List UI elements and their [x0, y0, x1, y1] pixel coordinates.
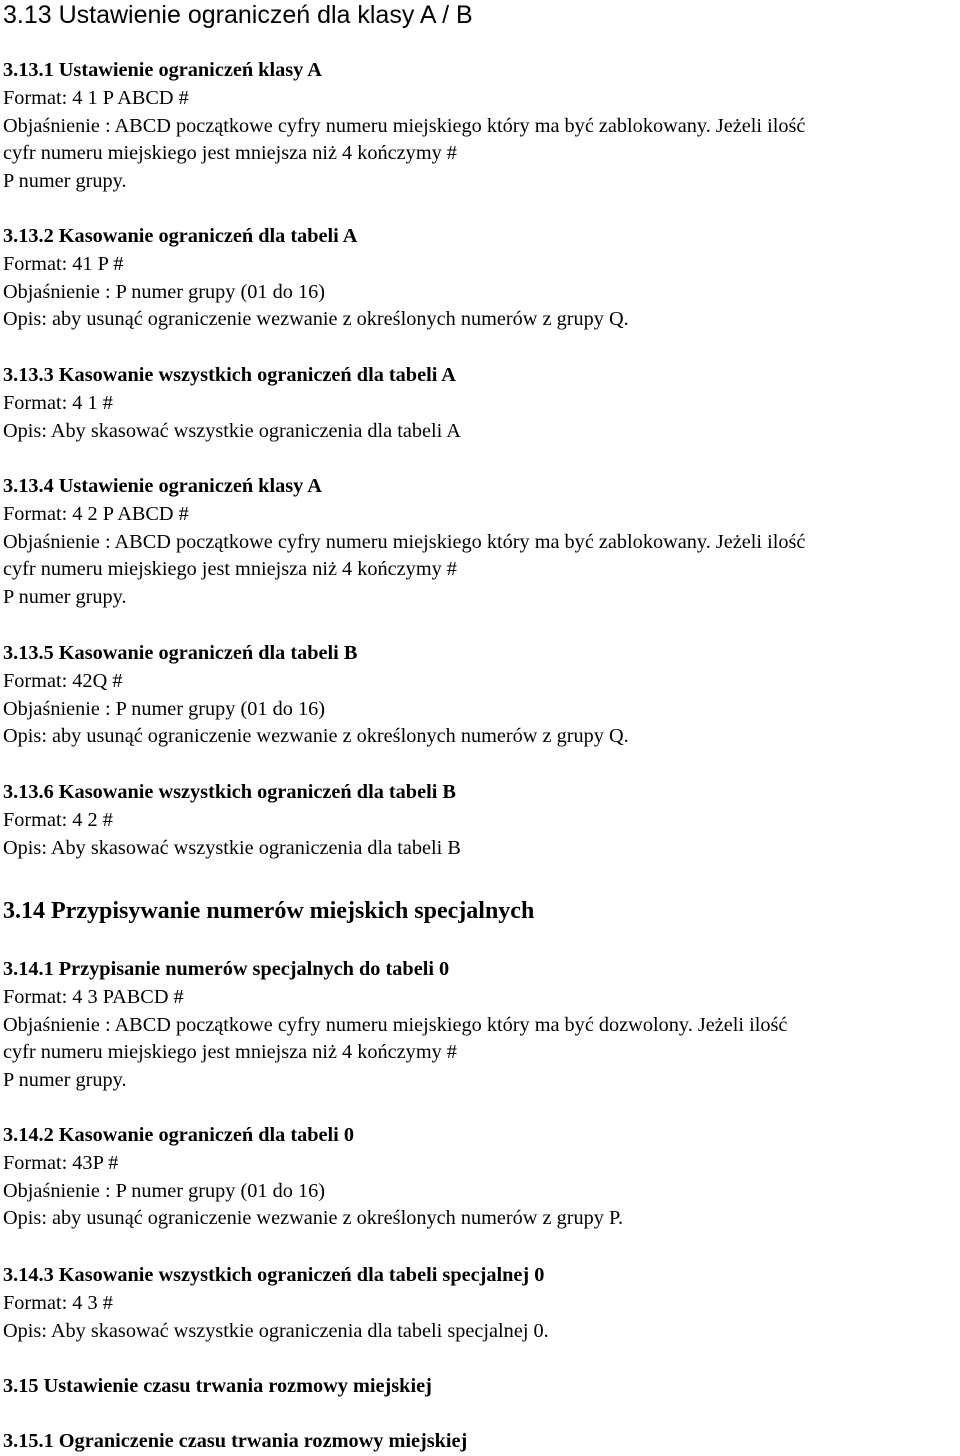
description-line: Opis: aby usunąć ograniczenie wezwanie z określonych numerów z grupy Q. [3, 725, 629, 748]
section-3-13-4 [3, 473, 805, 612]
section-3-13-1 [3, 57, 805, 196]
description-line: Opis: Aby skasować wszystkie ograniczenia dla tabeli B [3, 836, 461, 859]
description-line: Opis: Aby skasować wszystkie ograniczenia dla tabeli specjalnej 0. [3, 1319, 549, 1342]
format-line: Format: 43P # [3, 1151, 119, 1174]
format-line: Format: 4 1 # [3, 391, 113, 414]
section-3-15-1-heading: 3.15.1 Ograniczenie czasu trwania rozmowy miejskiej [3, 1430, 468, 1452]
explanation-line-end: P numer grupy. [3, 170, 127, 193]
section-3-13-3 [3, 362, 461, 445]
section-3-14-2 [3, 1122, 623, 1233]
format-line: Format: 4 2 P ABCD # [3, 502, 189, 525]
explanation-line: Objaśnienie : P numer grupy (01 do 16) [3, 697, 326, 720]
section-3-13-3-heading: 3.13.3 Kasowanie wszystkich ograniczeń dla tabeli A [3, 364, 456, 386]
format-line: Format: 41 P # [3, 252, 124, 275]
section-3-13-5 [3, 640, 629, 751]
format-line: Format: 4 3 # [3, 1291, 113, 1314]
explanation-line: Objaśnienie : ABCD początkowe cyfry numeru miejskiego który ma być dozwolony. Jeżeli ilość [3, 1013, 788, 1036]
format-line: Format: 4 2 # [3, 808, 113, 831]
explanation-line-cont: cyfr numeru miejskiego jest mniejsza niż 4 kończymy # [3, 558, 457, 581]
explanation-line-end: P numer grupy. [3, 1069, 127, 1092]
explanation-line: Objaśnienie : ABCD początkowe cyfry numeru miejskiego który ma być zablokowany. Jeżeli ilość [3, 114, 806, 137]
section-3-14-3 [3, 1262, 549, 1345]
description-line: Opis: Aby skasować wszystkie ograniczenia dla tabeli A [3, 419, 461, 442]
section-3-14-3-heading: 3.14.3 Kasowanie wszystkich ograniczeń dla tabeli specjalnej 0 [3, 1264, 545, 1286]
section-3-14-1-heading: 3.14.1 Przypisanie numerów specjalnych do tabeli 0 [3, 958, 450, 980]
section-3-13-2 [3, 223, 629, 334]
section-3-13-title: 3.13 Ustawienie ograniczeń dla klasy A / B [3, 1, 473, 29]
description-line: Opis: aby usunąć ograniczenie wezwanie z określonych numerów z grupy Q. [3, 308, 629, 331]
format-line: Format: 4 3 PABCD # [3, 985, 184, 1008]
section-3-13-4-heading: 3.13.4 Ustawienie ograniczeń klasy A [3, 475, 322, 497]
section-3-13-6 [3, 779, 461, 862]
explanation-line: Objaśnienie : ABCD początkowe cyfry numeru miejskiego który ma być zablokowany. Jeżeli ilość [3, 530, 806, 553]
section-3-14-2-heading: 3.14.2 Kasowanie ograniczeń dla tabeli 0 [3, 1124, 354, 1146]
explanation-line-end: P numer grupy. [3, 586, 127, 609]
section-3-14-heading: 3.14 Przypisywanie numerów miejskich specjalnych [3, 898, 535, 924]
section-3-13-6-heading: 3.13.6 Kasowanie wszystkich ograniczeń dla tabeli B [3, 781, 456, 803]
explanation-line-cont: cyfr numeru miejskiego jest mniejsza niż 4 kończymy # [3, 142, 457, 165]
section-3-13-1-heading: 3.13.1 Ustawienie ograniczeń klasy A [3, 59, 322, 81]
format-line: Format: 42Q # [3, 669, 123, 692]
section-3-13-5-heading: 3.13.5 Kasowanie ograniczeń dla tabeli B [3, 642, 358, 664]
explanation-line: Objaśnienie : P numer grupy (01 do 16) [3, 280, 326, 303]
description-line: Opis: aby usunąć ograniczenie wezwanie z określonych numerów z grupy P. [3, 1207, 624, 1230]
section-3-14-1 [3, 956, 787, 1095]
format-line: Format: 4 1 P ABCD # [3, 86, 189, 109]
explanation-line-cont: cyfr numeru miejskiego jest mniejsza niż 4 kończymy # [3, 1041, 457, 1064]
explanation-line: Objaśnienie : P numer grupy (01 do 16) [3, 1179, 326, 1202]
section-3-13-2-heading: 3.13.2 Kasowanie ograniczeń dla tabeli A [3, 225, 358, 247]
section-3-15-heading: 3.15 Ustawienie czasu trwania rozmowy miejskiej [3, 1375, 432, 1397]
